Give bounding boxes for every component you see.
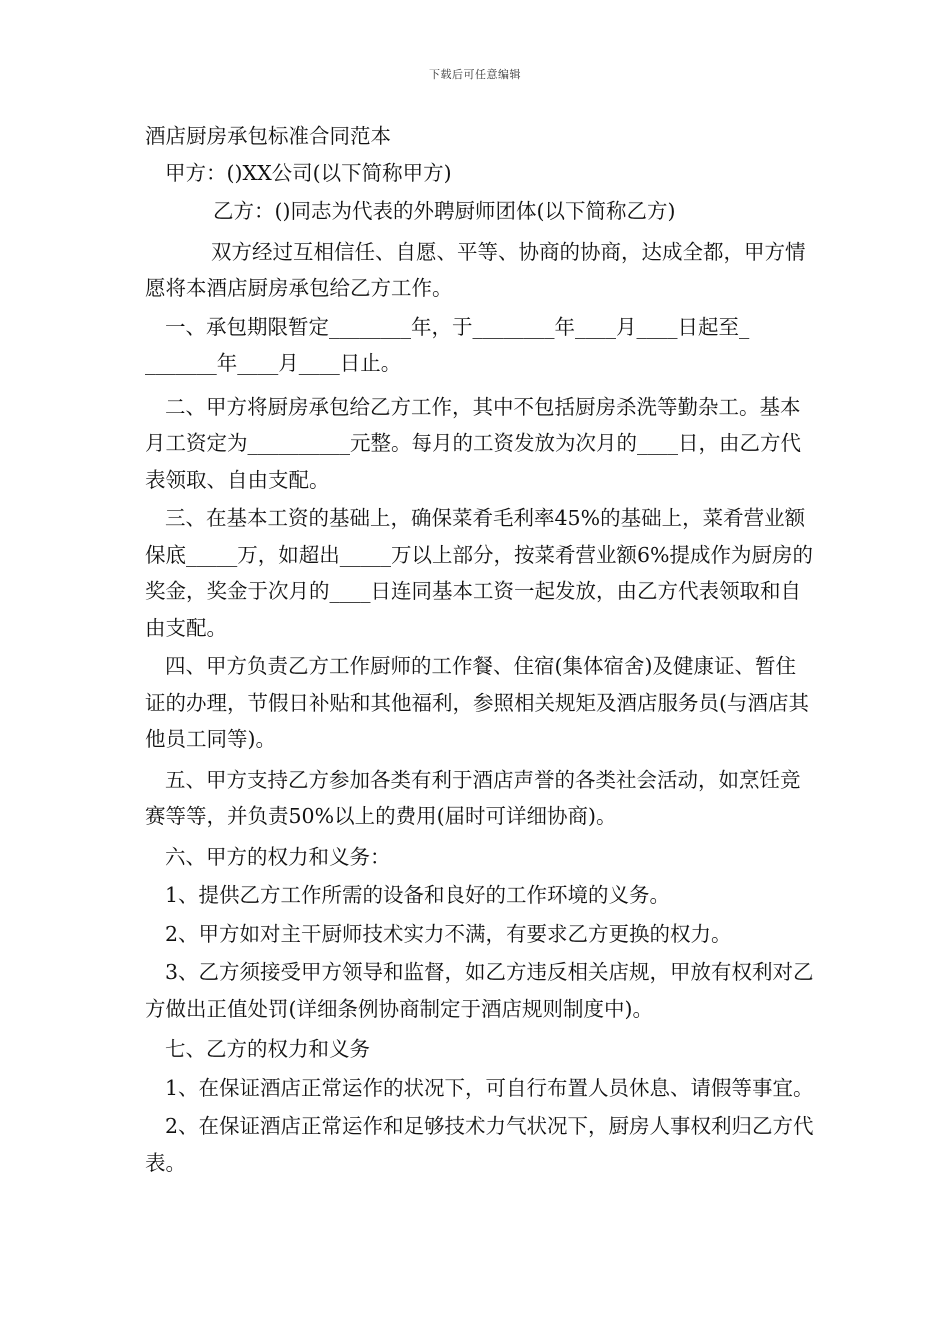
clause-2-paragraph: 二、甲方将厨房承包给乙方工作，其中不包括厨房杀洗等勤杂工。基本月工资定为__________元整。每月的工资发放为次月的____日，由乙方代表领取、自由支配。 bbox=[145, 394, 801, 492]
clause-7-item-1: 1、在保证酒店正常运作的状况下，可自行布置人员休息、请假等事宜。 bbox=[165, 1075, 814, 1100]
clause-7-heading: 七、乙方的权力和义务 bbox=[165, 1037, 370, 1061]
clause-6-item-2: 2、甲方如对主干厨师技术实力不满，有要求乙方更换的权力。 bbox=[165, 921, 732, 946]
clause-6-heading: 六、甲方的权力和义务： bbox=[165, 844, 391, 869]
clause-4-paragraph: 四、甲方负责乙方工作厨师的工作餐、住宿(集体宿舍)及健康证、暂住证的办理，节假日补贴和其他福利，参照相关规矩及酒店服务员(与酒店其他员工同等)。 bbox=[145, 654, 809, 751]
document-body bbox=[145, 118, 815, 1181]
clause-1-paragraph: 一、承包期限暂定________年，于________年____月____日起至_ _______年____月____日止。 bbox=[145, 314, 750, 375]
party-b-line: 乙方：()同志为代表的外聘厨师团体(以下简称乙方) bbox=[213, 199, 676, 223]
document-title: 酒店厨房承包标准合同范本 bbox=[145, 124, 391, 148]
party-a-line: 甲方：()XX公司(以下简称甲方) bbox=[165, 160, 452, 185]
clause-5-paragraph: 五、甲方支持乙方参加各类有利于酒店声誉的各类社会活动，如烹饪竞赛等等，并负责50%以上的费用(届时可详细协商)。 bbox=[145, 767, 801, 828]
clause-3-paragraph: 三、在基本工资的基础上，确保菜肴毛利率45%的基础上，菜肴营业额保底_____万，如超出_____万以上部分，按菜肴营业额6%提成作为厨房的奖金，奖金于次月的____日连同基本工资一起发放，由乙方代表领取和自由支配。 bbox=[145, 506, 814, 640]
clause-6-item-3: 3、乙方须接受甲方领导和监督，如乙方违反相关店规，甲放有权利对乙方做出正值处罚(详细条例协商制定于酒店规则制度中)。 bbox=[145, 960, 814, 1021]
clause-6-item-1: 1、提供乙方工作所需的设备和良好的工作环境的义务。 bbox=[165, 883, 671, 907]
clause-7-item-2: 2、在保证酒店正常运作和足够技术力气状况下，厨房人事权利归乙方代表。 bbox=[145, 1114, 814, 1175]
page-header: 下载后可任意编辑 bbox=[429, 68, 521, 81]
intro-paragraph: 双方经过互相信任、自愿、平等、协商的协商，达成全都，甲方情愿将本酒店厨房承包给乙方工作。 bbox=[145, 239, 806, 300]
